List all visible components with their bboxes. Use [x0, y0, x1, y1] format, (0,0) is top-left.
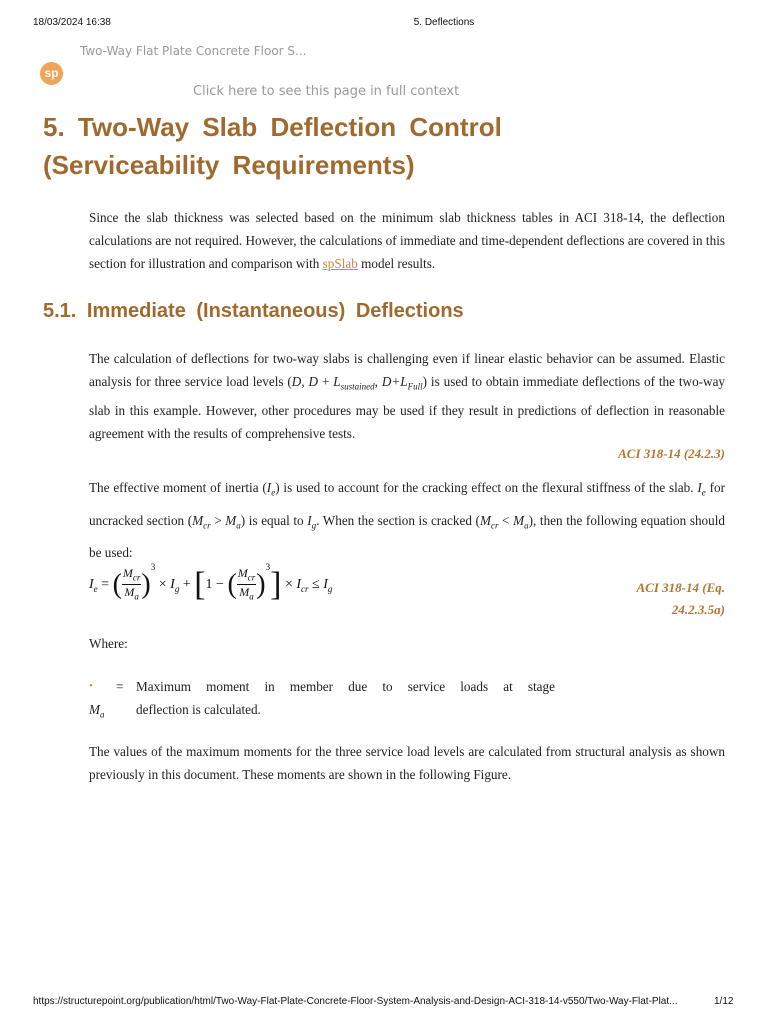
footer-page-number: 1/12 [714, 996, 734, 1007]
bullet-equals: = [116, 679, 124, 694]
bullet-marker: • [89, 680, 93, 692]
page-title-line2: (Serviceability Requirements) [43, 150, 415, 180]
full-context-link[interactable]: Click here to see this page in full context [193, 84, 460, 99]
print-tab-title: 5. Deflections [413, 17, 475, 28]
spslab-link[interactable]: spSlab [322, 256, 358, 271]
aci-reference-24-2-3: ACI 318-14 (24.2.3) [618, 446, 725, 461]
sp-logo-icon[interactable]: sp [40, 62, 63, 85]
page-title [43, 108, 733, 184]
moments-paragraph: The values of the maximum moments for the three service load levels are calculated from structural analysis as shown previously in this document. These moments are shown in the following Figure. [89, 744, 725, 782]
intro-paragraph [89, 206, 725, 275]
print-datetime: 18/03/2024 16:38 [33, 17, 111, 28]
bullet-line1: Maximum moment in member due to service loads at stage [136, 679, 555, 694]
effective-moment-paragraph: The effective moment of inertia $(I_e)$ is used to account for the cracking effect on the flexural stiffness of the slab. $I_e$ for uncracked section $(M_{cr} > M_a)$ is equal to $I_g$. When the section is cracked $(M_{cr} < M_a)$, then the following equation should be used: [89, 480, 725, 561]
intro-text-end: model results. [357, 256, 436, 271]
section-heading: 5.1. Immediate (Instantaneous) Deflections [43, 300, 464, 322]
footer-url: https://structurepoint.org/publication/html/Two-Way-Flat-Plate-Concrete-Floor-System-Analysis-and-Design-ACI-318-14-v550/Two-Way-Flat-Plat... [33, 996, 678, 1007]
bullet-line2: deflection is calculated. [136, 702, 261, 717]
effective-inertia-equation: $I_e$ = ( $\frac{M_{cr}}{M_a}$ )$^3 \times I_g + [1$ − ( $\frac{M_{cr}}{M_a}$ )$^3] \times I_{cr} \le I_g$ [89, 562, 333, 603]
ma-symbol: $M_a$ [89, 702, 105, 720]
breadcrumb[interactable]: Two-Way Flat Plate Concrete Floor S... [80, 44, 307, 58]
intro-text: Since the slab thickness was selected based on the minimum slab thickness tables in ACI 318-14, the deflection calculations are not required. However, the calculations of immediate and time-dependent deflections are covered in this section for illustration and comparison with [89, 210, 725, 271]
page-title-line1: 5. Two-Way Slab Deflection Control [43, 112, 502, 142]
where-label: Where: [89, 636, 128, 651]
aci-reference-eq-24-2-3-5a: ACI 318-14 (Eq. 24.2.3.5a) [636, 580, 725, 617]
deflection-paragraph: The calculation of deflections for two-way slabs is challenging even if linear elastic behavior can be assumed. Elastic analysis for three service load levels (D, $D + L_{sustained}$, $D+L_{Full}$) is used to obtain immediate deflections of the two-way slab in this example. However, other procedures may be used if they result in predictions of deflection in reasonable agreement with the results of comprehensive tests. [89, 351, 726, 441]
